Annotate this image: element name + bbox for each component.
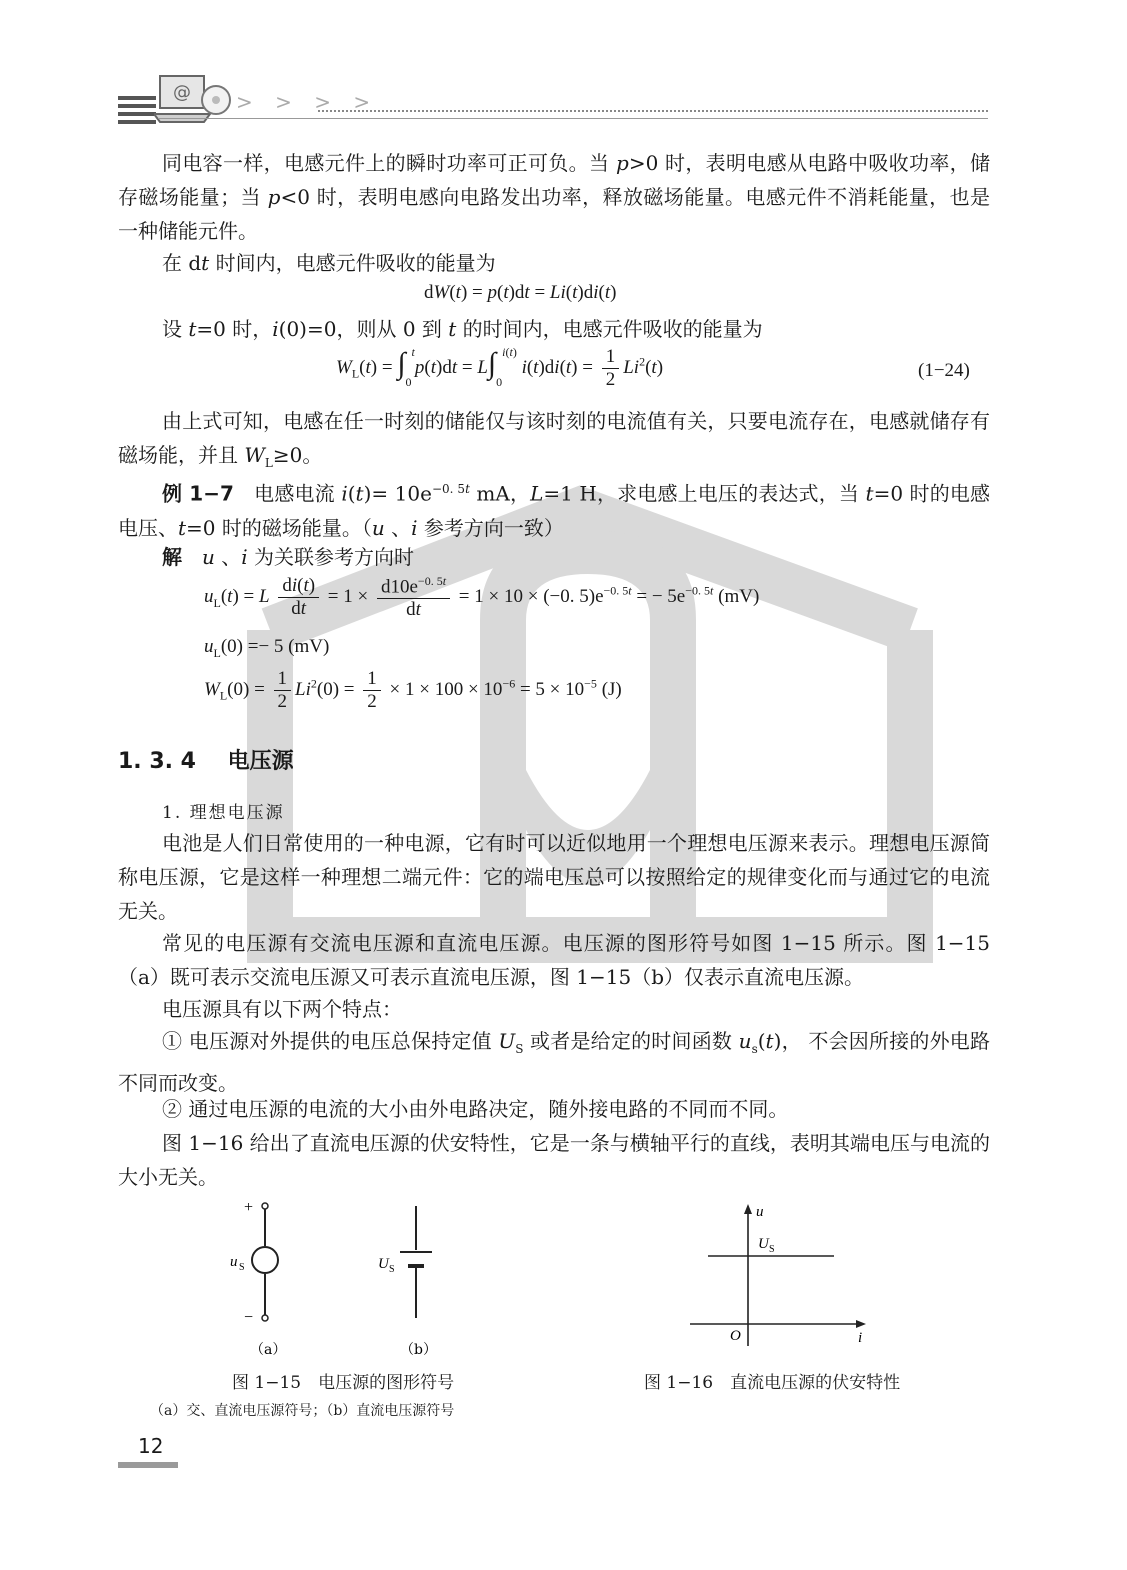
Us-line-label: U — [758, 1236, 769, 1252]
equation-dw: dW(t) = p(t)dt = Li(t)di(t) — [424, 282, 617, 303]
Us-subscript: S — [389, 1264, 395, 1275]
figure-1-16-caption: 图 1−16 直流电压源的伏安特性 — [644, 1373, 901, 1393]
u-axis-label: u — [756, 1204, 764, 1220]
section-heading — [118, 744, 294, 775]
equation-wl: $W_L(t) = \int_0^tp(t)dt = L\int_0^{i(t)}$ i(t)di(t) = $\frac{1}{2}$ Li$^2$(t) — [336, 344, 664, 390]
paragraph-feature-1: ① 电压源对外提供的电压总保持定值 $U_S$ 或者是给定的时间函数 $u_s(t)$， 不会因所接的外电路不同而改变。 — [118, 1029, 991, 1095]
voltage-source-circle — [252, 1247, 278, 1273]
paragraph-t0: 设 t=0 时，i(0)=0，则从 0 到 t 的时间内，电感元件吸收的能量为 — [162, 317, 763, 341]
solution-line: 解 u 、i 为关联参考方向时 — [162, 545, 415, 569]
paragraph-types: 常见的电压源有交流电压源和直流电压源。电压源的图形符号如图 1−15 所示。图 1−15（a）既可表示交流电压源又可表示直流电压源，图 1−15（b）仅表示直流电压源。 — [118, 931, 990, 989]
header-bar — [118, 82, 988, 128]
i-axis-arrow — [856, 1320, 866, 1328]
equation-ul: $u_L(t) = L$ $\frac{di(t)}{dt}$ = 1 × $\frac{d10e^{-0. 5t}}{dt}$ = 1 × 10 × (−0. $5)e^{-0. 5t}$ = − $5e^{-0. 5t}$ (mV) — [204, 574, 760, 621]
us-label: u — [230, 1254, 238, 1270]
plus-sign: + — [244, 1199, 254, 1216]
minus-sign: − — [244, 1309, 254, 1326]
subfigure-a-label: （a） — [250, 1342, 287, 1358]
paragraph-storage: 由上式可知，电感在任一时刻的储能仅与该时刻的电流值有关，只要电流存在，电感就储存有磁场能，并且 $W_L\ge 0$。 — [118, 409, 990, 470]
paragraph-power: 同电容一样，电感元件上的瞬时功率可正可负。当 p>0 时，表明电感从电路中吸收功率，储存磁场能量；当 p<0 时，表明电感向电路发出功率，释放磁场能量。电感元件不消耗能量，也是一种储能元件。 — [118, 151, 990, 243]
figure-1-15 — [220, 1194, 460, 1366]
figure-1-15-subcaption: （a）交、直流电压源符号；（b）直流电压源符号 — [150, 1403, 455, 1419]
solution-label: 解 — [162, 545, 182, 569]
header-stripes — [118, 96, 156, 126]
equation-number-1-24: (1−24) — [918, 360, 970, 381]
footer-rule — [118, 1462, 178, 1468]
figure-1-15-caption: 图 1−15 电压源的图形符号 — [232, 1373, 455, 1393]
figure-1-16 — [680, 1200, 880, 1350]
paragraph-vi-characteristic: 图 1−16 给出了直流电压源的伏安特性，它是一条与横轴平行的直线，表明其端电压与电流的大小无关。 — [118, 1131, 990, 1189]
Us-line-subscript: S — [769, 1244, 775, 1255]
example-1-7: 例 1−7 电感电流 $i(t)= 10e^{-0. 5t}$ mA，L=1 H，求电感上电压的表达式，当 t=0 时的电感电压、t=0 时的磁场能量。（u 、i 参考方向一致） — [118, 481, 991, 540]
page-number: 12 — [138, 1434, 164, 1458]
terminal-top — [262, 1203, 268, 1209]
laptop-cd-icon — [154, 74, 234, 128]
section-title: 电压源 — [227, 749, 294, 774]
i-axis-label: i — [858, 1330, 863, 1346]
header-solid-rule — [158, 118, 988, 119]
subsection-heading: 1. 理想电压源 — [162, 803, 285, 823]
section-number: 1. 3. 4 — [118, 749, 196, 774]
header-dotted-rule — [318, 110, 988, 112]
origin-label: O — [730, 1328, 741, 1344]
us-subscript: S — [239, 1262, 245, 1273]
u-axis-arrow — [744, 1204, 752, 1214]
paragraph-features: 电压源具有以下两个特点： — [162, 997, 402, 1021]
example-label: 例 1−7 — [162, 481, 234, 506]
Us-label: U — [378, 1256, 389, 1272]
equation-wl0: $W_L(0)$ = $\frac{1}{2}$ $Li^2(0)$ = $\frac{1}{2}$ × $1 \times 100 \times 10^{-6} = 5 \times 10^{-5}$ (J) — [204, 668, 622, 712]
paragraph-feature-2: ② 通过电压源的电流的大小由外电路决定，随外接电路的不同而不同。 — [162, 1097, 789, 1121]
terminal-bottom — [262, 1315, 268, 1321]
svg-text:@: @ — [173, 82, 191, 103]
equation-ul0: $u_L(0) =- 5$ (mV) — [204, 636, 330, 660]
subfigure-b-label: （b） — [400, 1342, 437, 1358]
paragraph-dt: 在 dt 时间内，电感元件吸收的能量为 — [162, 251, 496, 275]
header-arrows: > > > > — [236, 90, 379, 114]
paragraph-battery: 电池是人们日常使用的一种电源，它有时可以近似地用一个理想电压源来表示。理想电压源简称电压源，它是这样一种理想二端元件：它的端电压总可以按照给定的规律变化而与通过它的电流无关。 — [118, 831, 990, 923]
